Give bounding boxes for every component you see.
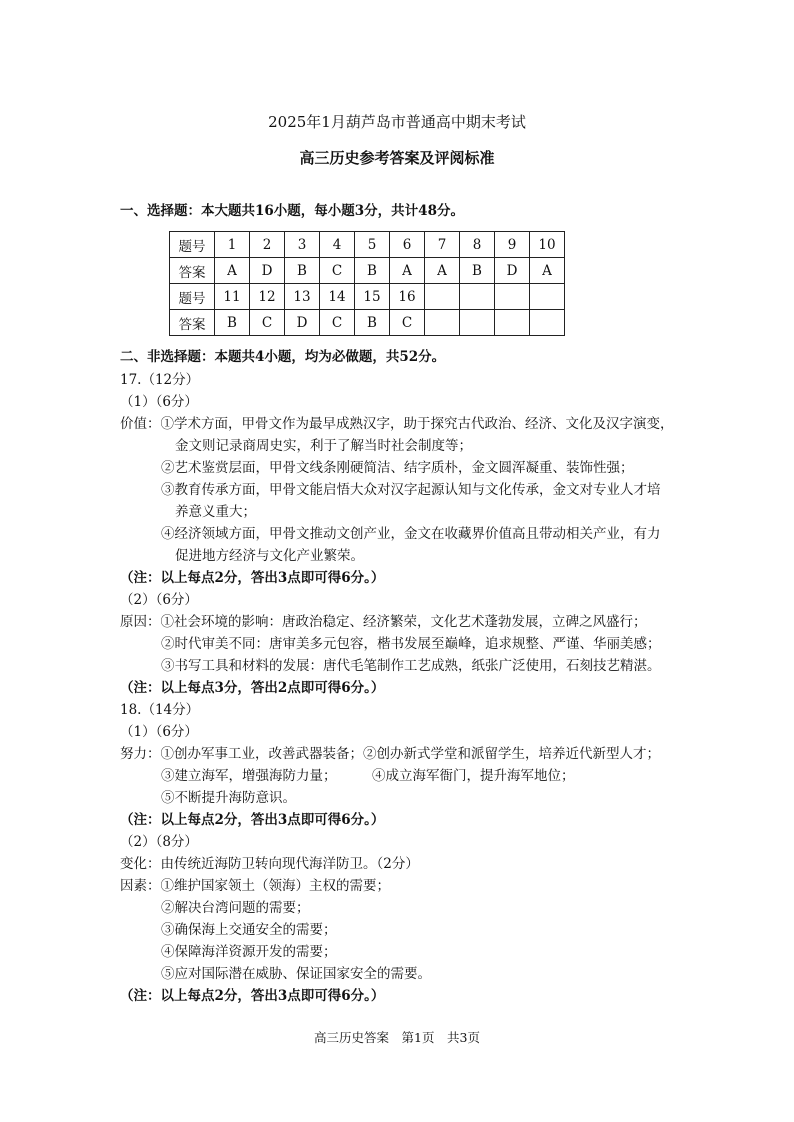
q18-factor-2: ②解决台湾问题的需要； [161,900,310,916]
section-1-heading: 一、选择题：本大题共16小题，每小题3分，共计48分。 [120,203,464,219]
answer-table-cell: 14 [320,284,355,310]
answer-table-cell: A [215,258,250,284]
answer-table-row [170,232,565,258]
answer-table-cell: 11 [215,284,250,310]
answer-table-cell: B [355,310,390,336]
answer-table-row-label: 答案 [170,258,215,284]
answer-table-cell [425,310,460,336]
q18-factor-1: 因素：①维护国家领土（领海）主权的需要； [120,878,390,894]
answer-table-cell: C [320,310,355,336]
q17-part1-label: （1）（6分） [120,394,198,410]
answer-table-cell: C [320,258,355,284]
q18-effort-2a: ③建立海军，增强海防力量； [161,768,337,784]
answer-table-row [170,310,565,336]
answer-table-row-label: 题号 [170,284,215,310]
answer-table-row [170,258,565,284]
answer-table-cell: 7 [425,232,460,258]
section-2-heading: 二、非选择题：本题共4小题，均为必做题，共52分。 [120,349,446,365]
q18-title: 18.（14分） [120,702,200,718]
q17-value-4a: ④经济领域方面，甲骨文推动文创产业，金文在收藏界价值高且带动相关产业，有力 [161,526,661,542]
answer-table-cell: B [355,258,390,284]
answer-table-cell: 15 [355,284,390,310]
answer-table-cell: B [215,310,250,336]
answer-table-cell: A [390,258,425,284]
answer-table-cell [530,310,565,336]
q17-note-1: （注：以上每点2分，答出3点即可得6分。） [120,570,385,586]
q18-factor-5: ⑤应对国际潜在威胁、保证国家安全的需要。 [161,966,431,982]
q18-change: 变化：由传统近海防卫转向现代海洋防卫。（2分） [120,856,419,872]
answer-table-cell: D [250,258,285,284]
q17-value-1a: 价值：①学术方面，甲骨文作为最早成熟汉字，助于探究古代政治、经济、文化及汉字演变， [120,416,674,432]
q18-part1-label: （1）（6分） [120,724,198,740]
answer-table-cell: 1 [215,232,250,258]
page-footer: 高三历史答案 第1页 共3页 [314,1030,480,1045]
answer-table-cell: A [530,258,565,284]
answer-table-row-label: 题号 [170,232,215,258]
answer-table-cell: A [425,258,460,284]
answer-table-cell: 4 [320,232,355,258]
q17-value-1b: 金文则记录商周史实，利于了解当时社会制度等； [175,438,472,454]
answer-table-cell: 16 [390,284,425,310]
answer-table-cell [425,284,460,310]
q17-reason-3: ③书写工具和材料的发展：唐代毛笔制作工艺成熟，纸张广泛使用，石刻技艺精湛。 [161,658,661,674]
answer-table-cell: 8 [460,232,495,258]
q18-part2-label: （2）（8分） [120,834,198,850]
q17-reason-1: 原因：①社会环境的影响：唐政治稳定、经济繁荣，文化艺术蓬勃发展，立碑之风盛行； [120,614,647,630]
q18-effort-1: 努力：①创办军事工业，改善武器装备；②创办新式学堂和派留学生，培养近代新型人才； [120,746,660,762]
answer-table-row [170,284,565,310]
q17-note-2: （注：以上每点3分，答出2点即可得6分。） [120,680,385,696]
answer-table-cell: 10 [530,232,565,258]
answer-table-row-label: 答案 [170,310,215,336]
q18-factor-3: ③确保海上交通安全的需要； [161,922,337,938]
answer-table-cell: B [285,258,320,284]
answer-table [169,231,565,336]
answer-table-cell [460,310,495,336]
answer-table-cell [495,310,530,336]
answer-table-cell: 5 [355,232,390,258]
answer-table-cell [495,284,530,310]
q17-value-3b: 养意义重大； [175,504,256,520]
answer-table-cell: 13 [285,284,320,310]
answer-table-cell [460,284,495,310]
q18-note-2: （注：以上每点2分，答出3点即可得6分。） [120,988,385,1004]
document-subtitle: 高三历史参考答案及评阅标准 [299,149,495,167]
answer-table-cell: D [285,310,320,336]
answer-table-cell: B [460,258,495,284]
q17-reason-2: ②时代审美不同：唐审美多元包容，楷书发展至巅峰，追求规整、严谨、华丽美感； [161,636,661,652]
q17-part2-label: （2）（6分） [120,592,198,608]
q18-factor-4: ④保障海洋资源开发的需要； [161,944,337,960]
answer-table-cell: 9 [495,232,530,258]
answer-table-cell: C [390,310,425,336]
answer-table-cell [530,284,565,310]
q18-effort-2b: ④成立海军衙门，提升海军地位； [372,768,575,784]
q17-value-2: ②艺术鉴赏层面，甲骨文线条刚硬简洁、结字质朴，金文圆浑凝重、装饰性强； [161,460,634,476]
answer-table-cell: D [495,258,530,284]
answer-table-cell: C [250,310,285,336]
q17-value-3a: ③教育传承方面，甲骨文能启悟大众对汉字起源认知与文化传承，金文对专业人才培 [161,482,661,498]
answer-table-cell: 6 [390,232,425,258]
q17-value-4b: 促进地方经济与文化产业繁荣。 [175,548,364,564]
answer-table-cell: 2 [250,232,285,258]
answer-table-cell: 12 [250,284,285,310]
exam-title: 2025年1月葫芦岛市普通高中期末考试 [268,113,526,131]
answer-table-cell: 3 [285,232,320,258]
q17-title: 17.（12分） [120,372,200,388]
q18-note-1: （注：以上每点2分，答出3点即可得6分。） [120,812,385,828]
q18-effort-3: ⑤不断提升海防意识。 [161,790,296,806]
